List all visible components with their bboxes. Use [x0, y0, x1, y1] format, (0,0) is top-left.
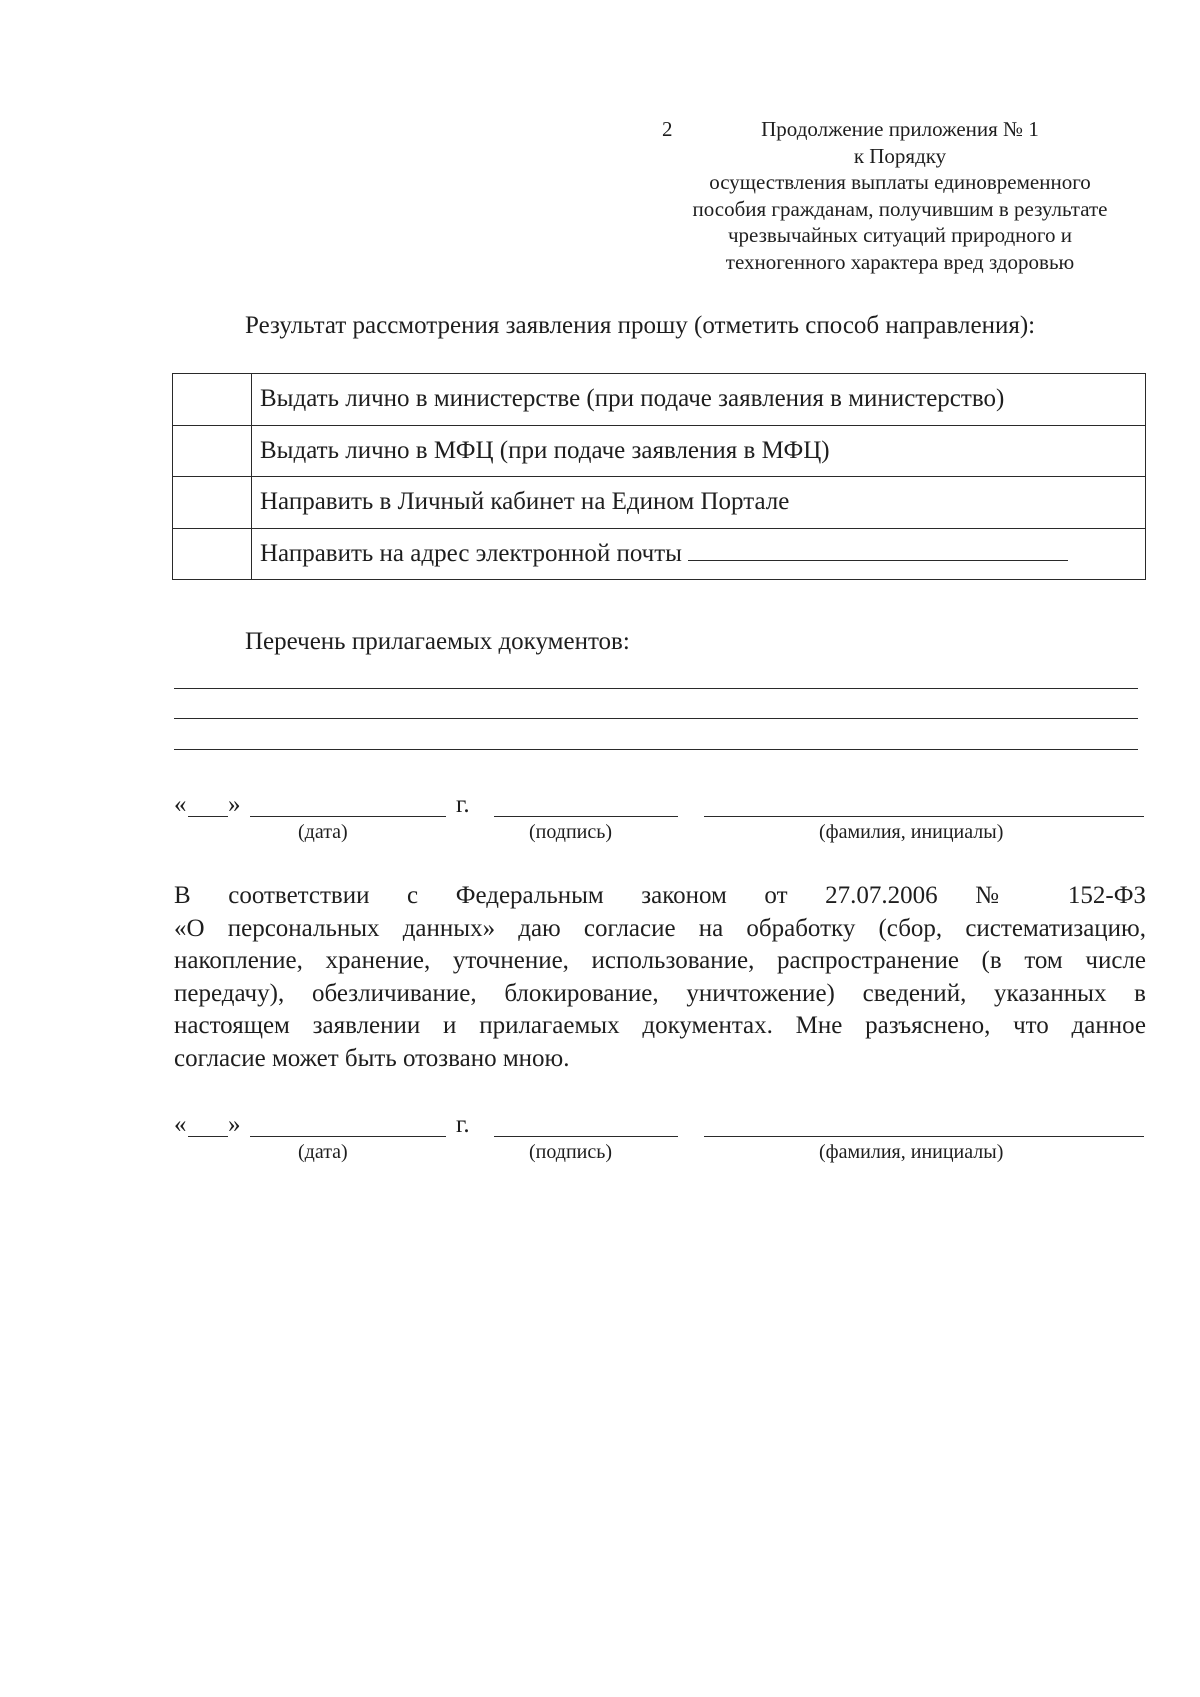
- delivery-option-label: Выдать лично в МФЦ (при подаче заявления в МФЦ): [252, 425, 1146, 477]
- day-input-line[interactable]: [188, 1136, 228, 1137]
- result-delivery-label: Результат рассмотрения заявления прошу (отметить способ направления):: [245, 312, 1036, 339]
- delivery-option-checkbox[interactable]: [173, 477, 252, 529]
- date-quote-open: «: [174, 791, 187, 818]
- delivery-option-label: Направить на адрес электронной почты: [260, 540, 682, 568]
- delivery-option-label: Направить в Личный кабинет на Едином Портале: [252, 477, 1146, 529]
- appendix-header-line: пособия гражданам, получившим в результате: [692, 196, 1108, 221]
- attached-documents-line[interactable]: [174, 749, 1138, 750]
- month-input-line[interactable]: [250, 1136, 446, 1137]
- name-caption: (фамилия, инициалы): [819, 821, 1004, 843]
- delivery-option-row: [173, 477, 1146, 529]
- appendix-header: [660, 116, 1140, 275]
- consent-paragraph: [174, 880, 1146, 1075]
- signature-row: [174, 790, 1146, 848]
- delivery-option-row: [173, 528, 1146, 580]
- consent-line: В соответствии с Федеральным законом от 27.07.2006 № 152-ФЗ: [174, 882, 1146, 909]
- name-caption: (фамилия, инициалы): [819, 1141, 1004, 1163]
- appendix-header-line: техногенного характера вред здоровью: [725, 249, 1075, 274]
- date-quote-open: «: [174, 1111, 187, 1138]
- delivery-option-email-cell: [252, 528, 1146, 580]
- appendix-header-line: к Порядку: [853, 143, 947, 168]
- signature-input-line[interactable]: [494, 816, 678, 817]
- attached-documents-line[interactable]: [174, 688, 1138, 689]
- consent-line: передачу), обезличивание, блокирование, уничтожение) сведений, указанных в: [174, 979, 1146, 1007]
- appendix-header-line: чрезвычайных ситуаций природного и: [727, 223, 1073, 247]
- year-mark: г.: [456, 791, 470, 818]
- delivery-option-checkbox[interactable]: [173, 528, 252, 580]
- date-caption: (дата): [298, 1141, 348, 1163]
- month-input-line[interactable]: [250, 816, 446, 817]
- appendix-header-line: Продолжение приложения № 1: [761, 117, 1039, 141]
- date-quote-close: »: [228, 1111, 241, 1138]
- appendix-header-line: осуществления выплаты единовременного: [709, 170, 1091, 194]
- signature-caption: (подпись): [529, 821, 613, 843]
- name-input-line[interactable]: [704, 1136, 1144, 1137]
- day-input-line[interactable]: [188, 816, 228, 817]
- consent-line: настоящем заявлении и прилагаемых документах. Мне разъяснено, что данное: [174, 1012, 1146, 1039]
- delivery-option-checkbox[interactable]: [173, 374, 252, 426]
- delivery-option-row: [173, 374, 1146, 426]
- attached-documents-line[interactable]: [174, 718, 1138, 719]
- consent-line: согласие может быть отозвано мною.: [174, 1044, 570, 1072]
- delivery-option-checkbox[interactable]: [173, 425, 252, 477]
- signature-input-line[interactable]: [494, 1136, 678, 1137]
- name-input-line[interactable]: [704, 816, 1144, 817]
- consent-line: «О персональных данных» даю согласие на обработку (сбор, систематизацию,: [174, 914, 1146, 942]
- signature-caption: (подпись): [529, 1141, 613, 1163]
- delivery-options-table: [172, 373, 1146, 580]
- year-mark: г.: [456, 1111, 470, 1138]
- signature-row: [174, 1110, 1146, 1168]
- delivery-option-row: [173, 425, 1146, 477]
- date-caption: (дата): [298, 821, 348, 843]
- date-quote-close: »: [228, 791, 241, 818]
- page-number: 2: [662, 117, 673, 141]
- email-input-line[interactable]: [688, 538, 1068, 561]
- delivery-option-label: Выдать лично в министерстве (при подаче заявления в министерство): [252, 374, 1146, 426]
- consent-line: накопление, хранение, уточнение, использование, распространение (в том числе: [174, 947, 1146, 974]
- attached-documents-label: Перечень прилагаемых документов:: [245, 628, 630, 655]
